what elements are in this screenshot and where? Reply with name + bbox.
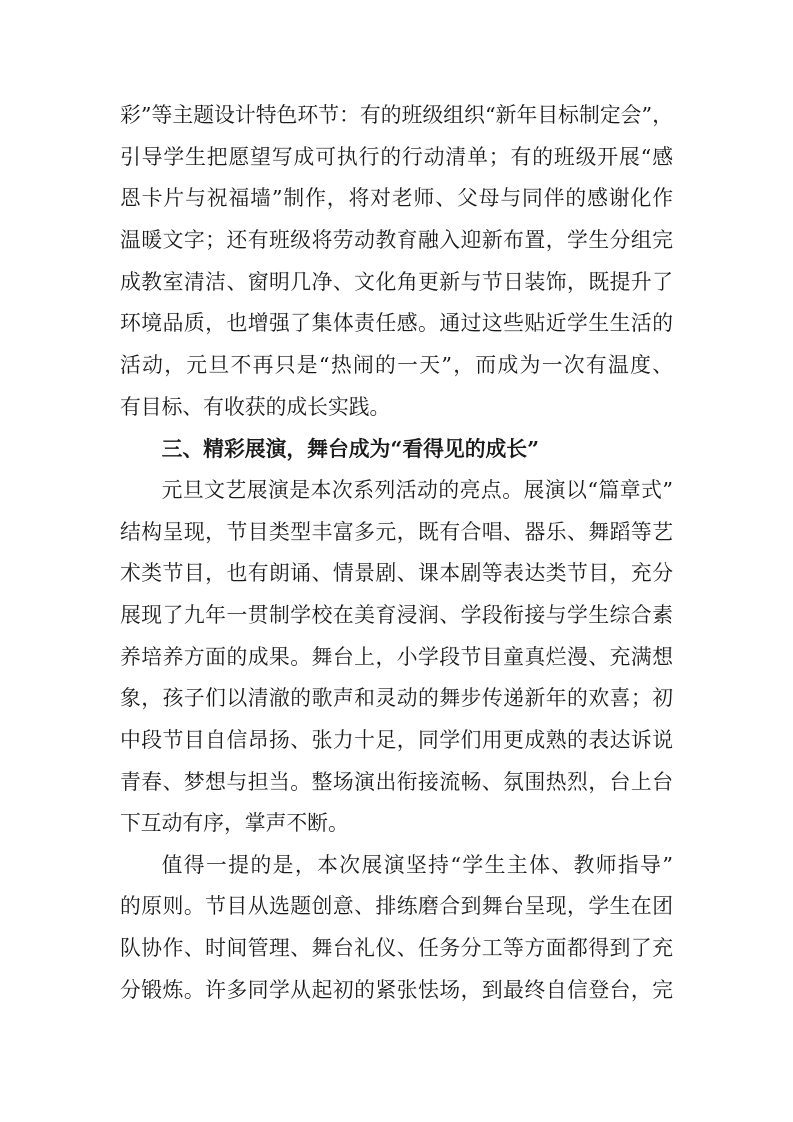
text-line: 下互动有序，掌声不断。 (120, 811, 349, 836)
text-line: 成教室清洁、窗明几净、文化角更新与节日装饰，既提升了 (120, 269, 673, 294)
text-line: 值得一提的是，本次展演坚持“学生主体、教师指导” (161, 852, 673, 877)
text-line: 引导学生把愿望写成可执行的行动清单；有的班级开展“感 (120, 144, 673, 169)
document-body (120, 95, 673, 1011)
text-line: 环境品质，也增强了集体责任感。通过这些贴近学生生活的 (120, 311, 673, 336)
section-heading: 三、精彩展演，舞台成为“看得见的成长” (161, 436, 540, 462)
text-line: 术类节目，也有朗诵、情景剧、课本剧等表达类节目，充分 (120, 561, 673, 586)
text-line: 养培养方面的成果。舞台上，小学段节目童真烂漫、充满想 (120, 644, 673, 669)
text-line: 元旦文艺展演是本次系列活动的亮点。展演以“篇章式” (161, 477, 673, 502)
text-line: 结构呈现，节目类型丰富多元，既有合唱、器乐、舞蹈等艺 (120, 519, 673, 544)
text-line: 恩卡片与祝福墙”制作，将对老师、父母与同伴的感谢化作 (120, 186, 673, 211)
text-line: 彩”等主题设计特色环节：有的班级组织“新年目标制定会”， (120, 103, 673, 127)
text-line: 有目标、有收获的成长实践。 (120, 394, 391, 419)
text-line: 分锻炼。许多同学从起初的紧张怯场，到最终自信登台，完 (120, 977, 673, 1002)
text-line: 活动，元旦不再只是“热闹的一天”，而成为一次有温度、 (120, 352, 673, 377)
text-line: 温暖文字；还有班级将劳动教育融入迎新布置，学生分组完 (120, 227, 673, 252)
text-line: 中段节目自信昂扬、张力十足，同学们用更成熟的表达诉说 (120, 727, 673, 752)
text-line: 青春、梦想与担当。整场演出衔接流畅、氛围热烈，台上台 (120, 769, 673, 794)
text-line: 象，孩子们以清澈的歌声和灵动的舞步传递新年的欢喜；初 (120, 686, 673, 711)
text-line: 队协作、时间管理、舞台礼仪、任务分工等方面都得到了充 (120, 936, 673, 961)
text-line: 展现了九年一贯制学校在美育浸润、学段衔接与学生综合素 (120, 602, 673, 627)
text-line: 的原则。节目从选题创意、排练磨合到舞台呈现，学生在团 (120, 894, 673, 919)
